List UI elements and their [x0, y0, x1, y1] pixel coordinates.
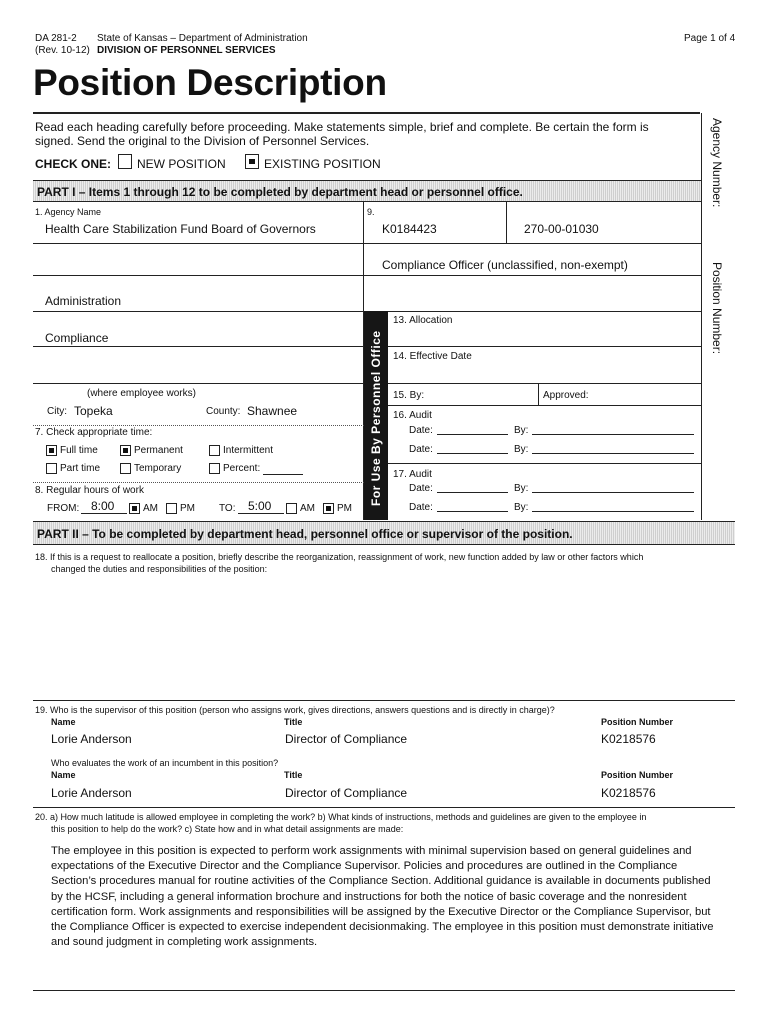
part2-heading: PART II – To be completed by department head, personnel office or supervisor of the position. [33, 521, 735, 545]
q20-answer-line: by the HCSF, including a general information brochure and instructions for both the notice of basic coverage and the nonresident [51, 890, 687, 903]
percent-field[interactable] [263, 463, 303, 475]
audit17-by2-label: By: [514, 502, 529, 513]
to-am-checkbox[interactable] [286, 503, 297, 514]
to-time-value: 5:00 [248, 499, 272, 513]
to-pm-checkbox[interactable] [323, 503, 334, 514]
title-rule [33, 112, 700, 114]
supervisor-position-header: Position Number [601, 717, 674, 727]
city-label: City: [47, 406, 67, 417]
full-time-label: Full time [60, 445, 98, 456]
position-number-label: Position Number: [710, 262, 724, 355]
where-works-label: (where employee works) [87, 388, 196, 399]
item9-value-b[interactable]: 270-00-01030 [524, 222, 599, 236]
supervisor-title[interactable]: Director of Compliance [285, 732, 408, 746]
audit17-label: 17. Audit [393, 469, 432, 480]
evaluator-name-header: Name [51, 770, 76, 780]
rule-row5-left [33, 383, 364, 384]
rule-audit17 [388, 463, 701, 464]
agency-number-label: Agency Number: [710, 118, 724, 208]
page-title: Position Description [33, 62, 387, 103]
division-value[interactable]: Administration [45, 294, 122, 308]
by-label: 15. By: [393, 390, 425, 401]
intermittent-checkbox[interactable] [209, 445, 220, 456]
audit16-date1-label: Date: [409, 425, 433, 436]
audit16-by1-field[interactable] [532, 423, 694, 435]
audit16-by2-field[interactable] [532, 442, 694, 454]
item9-value-a[interactable]: K0184423 [382, 222, 437, 236]
by-approved-divider [538, 383, 539, 405]
evaluator-label: Who evaluates the work of an incumbent in this position? [51, 758, 279, 768]
q18-line-1: 18. If this is a request to reallocate a position, briefly describe the reorganization, reassignment of work, new function added by law or other factors which [35, 552, 644, 562]
page-number: Page 1 of 4 [684, 33, 736, 44]
audit16-date2-field[interactable] [437, 442, 508, 454]
agency-name-value[interactable]: Health Care Stabilization Fund Board of Governors [45, 222, 316, 236]
full-time-checkbox[interactable] [46, 445, 57, 456]
county-label: County: [206, 406, 241, 417]
permanent-checkbox[interactable] [120, 445, 131, 456]
audit17-date1-field[interactable] [437, 481, 508, 493]
audit17-date1-label: Date: [409, 483, 433, 494]
permanent-label: Permanent [134, 445, 183, 456]
audit17-by2-field[interactable] [532, 500, 694, 512]
rule-row1 [33, 243, 701, 244]
part-time-checkbox[interactable] [46, 463, 57, 474]
q19-label: 19. Who is the supervisor of this position (person who assigns work, gives directions, answers questions and is directly in charge)? [35, 705, 555, 715]
to-label: TO: [219, 503, 236, 514]
part1-heading: PART I – Items 1 through 12 to be completed by department head or personnel office. [33, 180, 701, 202]
q20-answer-line: The employee in this position is expected to perform work assignments with minimal supervision based on general guidelines and [51, 845, 692, 857]
item9-label: 9. [367, 207, 375, 217]
from-time-value: 8:00 [91, 499, 115, 513]
from-am-label: AM [143, 503, 158, 514]
section-value[interactable]: Compliance [45, 331, 109, 345]
audit17-by1-label: By: [514, 483, 529, 494]
rule-row4-left [33, 346, 364, 347]
to-time-field[interactable] [238, 500, 284, 514]
intermittent-label: Intermittent [223, 445, 274, 456]
from-time-field[interactable] [81, 500, 127, 514]
audit16-by2-label: By: [514, 444, 529, 455]
dotted-rule-location [33, 425, 364, 426]
q20-answer-line: the Compliance Officer is expected to exercise independent decisionmaking. The employee in this position must demonstrate initiative [51, 921, 714, 934]
item7-label: 7. Check appropriate time: [35, 427, 153, 438]
city-value[interactable]: Topeka [74, 404, 113, 418]
temporary-label: Temporary [134, 463, 182, 474]
rule-audit16 [388, 405, 701, 406]
supervisor-title-header: Title [284, 717, 303, 727]
supervisor-position-number[interactable]: K0218576 [601, 732, 656, 746]
audit16-date1-field[interactable] [437, 423, 508, 435]
q20-answer-line: and sound judgment in completing work assignments. [51, 936, 318, 949]
evaluator-title[interactable]: Director of Compliance [285, 786, 408, 800]
q18-line-2: changed the duties and responsibilities of the position: [51, 564, 268, 574]
personnel-office-bar [364, 311, 388, 520]
q18-answer-area[interactable] [35, 580, 735, 698]
evaluator-position-number[interactable]: K0218576 [601, 786, 656, 800]
audit16-label: 16. Audit [393, 410, 432, 421]
form-id: DA 281-2 [35, 33, 77, 44]
evaluator-position-header: Position Number [601, 770, 674, 780]
evaluator-title-header: Title [284, 770, 303, 780]
existing-position-label: EXISTING POSITION [264, 157, 381, 171]
effective-date-label: 14. Effective Date [393, 351, 472, 362]
q20-answer[interactable] [51, 844, 735, 950]
division-header: DIVISION OF PERSONNEL SERVICES [97, 45, 276, 56]
rule-row4-right [388, 346, 701, 347]
dotted-rule-time [33, 482, 364, 483]
percent-label: Percent: [223, 463, 261, 474]
evaluator-name[interactable]: Lorie Anderson [51, 786, 132, 800]
audit17-date2-label: Date: [409, 502, 433, 513]
item8-label: 8. Regular hours of work [35, 485, 144, 496]
q20-answer-line: Section’s procedures manual for routine activities of the Compliance Section. Additional guidance is available in documents published [51, 875, 711, 888]
instructions-line-2: signed. Send the original to the Division of Personnel Services. [35, 134, 370, 148]
allocation-label: 13. Allocation [393, 315, 453, 326]
supervisor-name[interactable]: Lorie Anderson [51, 732, 132, 746]
part-time-label: Part time [60, 463, 101, 474]
audit16-date2-label: Date: [409, 444, 433, 455]
from-am-checkbox[interactable] [129, 503, 140, 514]
from-pm-checkbox[interactable] [166, 503, 177, 514]
county-value[interactable]: Shawnee [247, 404, 298, 418]
from-label: FROM: [47, 503, 80, 514]
new-position-checkbox[interactable] [118, 154, 132, 169]
rule-row5-right [388, 383, 701, 384]
to-pm-label: PM [337, 503, 352, 514]
check-one-label: CHECK ONE: [35, 157, 112, 171]
percent-checkbox[interactable] [209, 463, 220, 474]
approved-label: Approved: [543, 390, 589, 401]
to-am-label: AM [300, 503, 315, 514]
instructions-line-1: Read each heading carefully before proceeding. Make statements simple, brief and complete. Be certain the form is [35, 120, 649, 134]
agency-name-label: 1. Agency Name [35, 207, 102, 217]
existing-position-checkbox[interactable] [245, 154, 259, 169]
agency-header: State of Kansas – Department of Administration [97, 33, 308, 44]
supervisor-name-header: Name [51, 717, 76, 727]
audit17-by1-field[interactable] [532, 481, 694, 493]
q20-line-1: 20. a) How much latitude is allowed employee in completing the work? b) What kinds of instructions, methods and guidelines are given to the employee in [35, 812, 647, 822]
from-pm-label: PM [180, 503, 195, 514]
new-position-label: NEW POSITION [137, 157, 226, 171]
q20-answer-line: certification form. Work assignments and responsibilities will be assigned by the Executive Director or the Compliance Supervisor, but [51, 905, 711, 918]
revision: (Rev. 10-12) [35, 45, 90, 56]
item9-divider [506, 202, 507, 243]
audit17-date2-field[interactable] [437, 500, 508, 512]
personnel-office-label: For Use By Personnel Office [369, 330, 383, 506]
class-title-value[interactable]: Compliance Officer (unclassified, non-exempt) [382, 258, 628, 272]
bottom-rule [33, 990, 735, 991]
q20-answer-line: expectations of the Executive Director and the Compliance Supervisor. Policies and procedures are outlined in the Compliance [51, 860, 678, 873]
rule-q19 [33, 700, 735, 701]
q20-line-2: this position to help do the work? c) State how and in what detail assignments are made: [51, 824, 404, 834]
rule-q20 [33, 807, 735, 808]
audit16-by1-label: By: [514, 425, 529, 436]
temporary-checkbox[interactable] [120, 463, 131, 474]
rule-row2 [33, 275, 701, 276]
right-border [701, 113, 702, 520]
